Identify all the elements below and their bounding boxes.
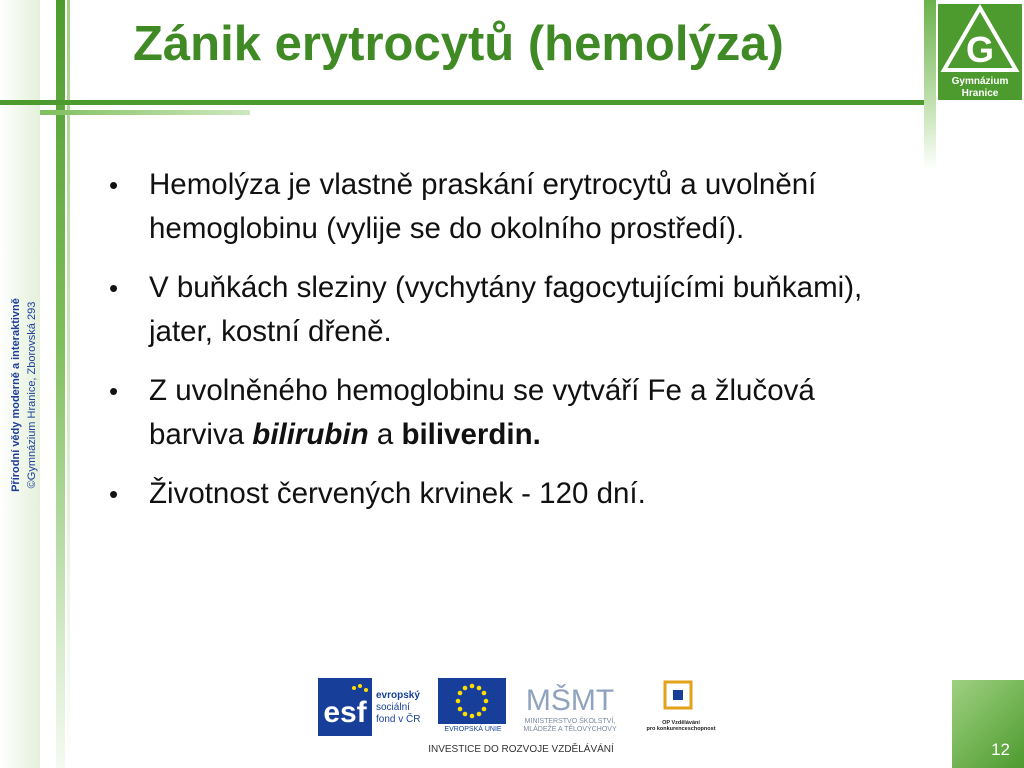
esf-logo — [318, 678, 438, 736]
op-label — [636, 720, 726, 732]
bullet-icon: • — [109, 273, 119, 303]
eu-label: EVROPSKÁ UNIE — [444, 726, 502, 733]
op-line2: pro konkurenceschopnost — [646, 726, 716, 732]
esf-line1: evropský — [376, 690, 420, 701]
logo-name-line1: Gymnázium — [951, 76, 1009, 87]
op-logo-icon — [643, 678, 713, 718]
bullet-item — [105, 369, 905, 457]
eu-stars-icon — [438, 678, 506, 724]
left-vertical-bar-light — [67, 0, 70, 768]
logo-letter: G — [965, 29, 995, 70]
gymnazium-logo — [938, 4, 1022, 100]
bullet-text: Hemolýza je vlastně praskání erytrocytů a uvolnění hemoglobinu (vylije se do okolního prostředí). — [149, 168, 817, 245]
msmt-line1: MINISTERSTVO ŠKOLSTVÍ, — [524, 718, 616, 725]
bullet-icon: • — [109, 376, 119, 406]
bullet-item — [105, 163, 905, 251]
bullet-text-mid: a — [368, 418, 402, 451]
bullet-icon: • — [109, 170, 119, 200]
term-bilirubin: bilirubin — [252, 418, 369, 451]
sidebar-caption-line2: ©Gymnázium Hranice, Zborovská 293 — [26, 301, 38, 489]
msmt-logo-icon — [513, 678, 628, 718]
bullet-text: Životnost červených krvinek - 120 dní. — [149, 477, 646, 510]
gymnazium-logo-icon — [938, 4, 1022, 100]
op-line1: OP Vzdělávání — [662, 720, 700, 726]
bullet-icon: • — [109, 479, 119, 509]
bullet-item — [105, 266, 905, 354]
page-number-box — [952, 680, 1024, 768]
footer-caption: INVESTICE DO ROZVOJE VZDĚLÁVÁNÍ — [428, 744, 614, 755]
bullet-list — [105, 163, 905, 531]
esf-text: esf — [323, 696, 367, 729]
footer-logos — [318, 678, 718, 762]
msmt-label — [510, 718, 630, 734]
bullet-text: Z uvolněného hemoglobinu se vytváří Fe a žlučová barviva — [149, 374, 815, 451]
esf-line2: sociální — [376, 702, 410, 713]
bullet-text: V buňkách sleziny (vychytány fagocytujícími buňkami), jater, kostní dřeně. — [149, 271, 863, 348]
logo-name-line2: Hranice — [961, 88, 999, 99]
eu-flag — [438, 678, 506, 724]
right-decor-band — [924, 0, 936, 170]
esf-line3: fond v ČR — [376, 714, 421, 725]
title-underline — [0, 100, 930, 105]
esf-logo-icon — [318, 678, 438, 736]
msmt-letters: MŠMT — [525, 684, 615, 717]
sidebar-caption — [8, 275, 58, 515]
sidebar-caption-line1: Přírodní vědy moderně a interaktivně — [10, 298, 22, 492]
msmt-line2: MLÁDEŽE A TĚLOVÝCHOVY — [523, 726, 617, 733]
page-number: 12 — [991, 740, 1010, 759]
bullet-item — [105, 472, 905, 516]
term-biliverdin: biliverdin. — [401, 418, 541, 451]
title-underline-accent — [40, 110, 250, 115]
slide-title: Zánik erytrocytů (hemolýza) — [133, 17, 784, 71]
